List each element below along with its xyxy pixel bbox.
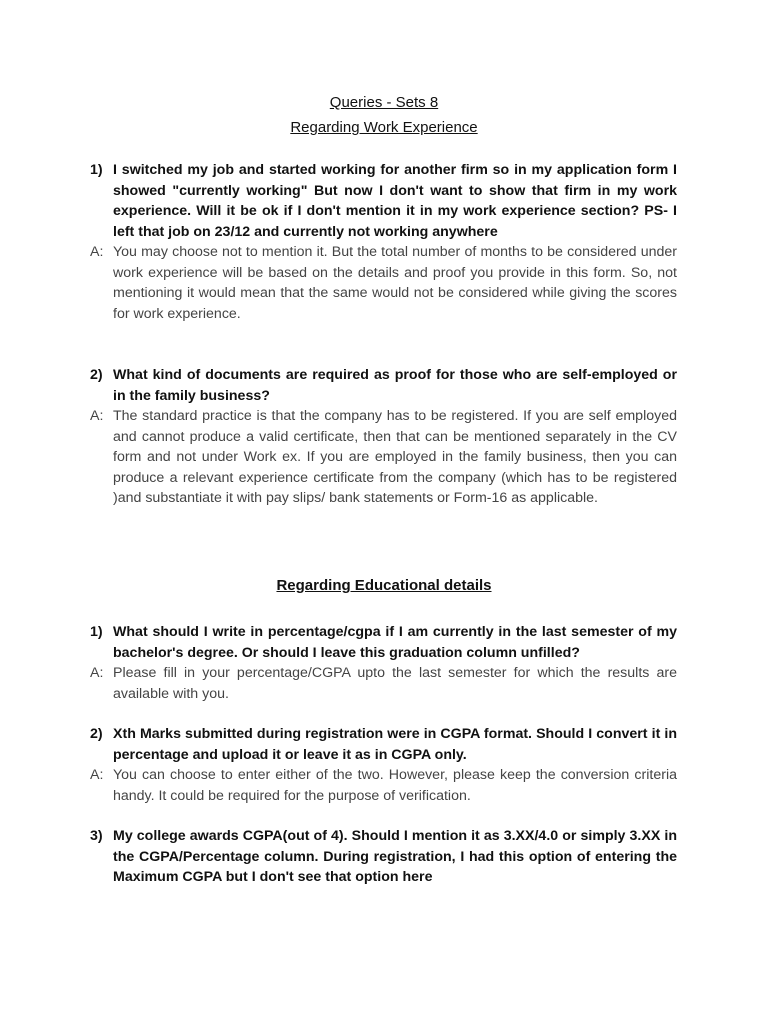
answer-text: You may choose not to mention it. But the total number of months to be considered under work experience will be based on the details and proof you provide in this form. So, not mentioning it would mean that the same would not be considered while giving the scores for work experience.: [113, 244, 677, 322]
question-number: 2): [90, 367, 103, 383]
answer-text: The standard practice is that the company has to be registered. If you are self employed and cannot produce a valid certificate, then that can be mentioned separately in the CV form and not under Work ex. If you are employed in the family business, then you can produce a relevant experience certificate from the company (which has to be registered )and substantiate it with pay slips/ bank statements or Form-16 as applicable.: [113, 408, 677, 506]
answer-label: A:: [90, 665, 104, 681]
section-heading-work-experience: Regarding Work Experience: [290, 119, 478, 136]
section-heading-educational-details: Regarding Educational details: [276, 577, 492, 594]
question-text: I switched my job and started working for another firm so in my application form I showed "currently working" But now I don't want to show that firm in my work experience. Will it be ok if I don't mention it in my work experience section? PS- I left that job on 23/12 and currently not working anywhere: [113, 162, 677, 240]
question-number: 3): [90, 828, 103, 844]
question: [90, 826, 677, 888]
question: [90, 724, 677, 765]
question: [90, 365, 677, 406]
question-number: 1): [90, 624, 103, 640]
question: [90, 160, 677, 242]
qa-item: [90, 622, 677, 704]
question-text: Xth Marks submitted during registration were in CGPA format. Should I convert it in percentage and upload it or leave it as in CGPA only.: [113, 726, 677, 763]
question: [90, 622, 677, 663]
qa-item: [90, 724, 677, 806]
answer: [90, 242, 677, 324]
page-title: Queries - Sets 8: [329, 94, 439, 111]
answer-text: Please fill in your percentage/CGPA upto the last semester for which the results are available with you.: [113, 665, 677, 702]
answer: [90, 406, 677, 509]
answer: [90, 765, 677, 806]
answer-label: A:: [90, 408, 104, 424]
qa-item: [90, 826, 677, 888]
answer-label: A:: [90, 244, 104, 260]
answer: [90, 663, 677, 704]
question-text: What kind of documents are required as proof for those who are self-employed or in the family business?: [113, 367, 677, 404]
question-text: What should I write in percentage/cgpa if I am currently in the last semester of my bachelor's degree. Or should I leave this graduation column unfilled?: [113, 624, 677, 661]
answer-text: You can choose to enter either of the two. However, please keep the conversion criteria handy. It could be required for the purpose of verification.: [113, 767, 677, 804]
answer-label: A:: [90, 767, 104, 783]
qa-item: [90, 365, 677, 509]
question-text: My college awards CGPA(out of 4). Should I mention it as 3.XX/4.0 or simply 3.XX in the CGPA/Percentage column. During registration, I had this option of entering the Maximum CGPA but I don't see that option here: [113, 828, 677, 885]
question-number: 1): [90, 162, 103, 178]
qa-item: [90, 160, 677, 324]
question-number: 2): [90, 726, 103, 742]
